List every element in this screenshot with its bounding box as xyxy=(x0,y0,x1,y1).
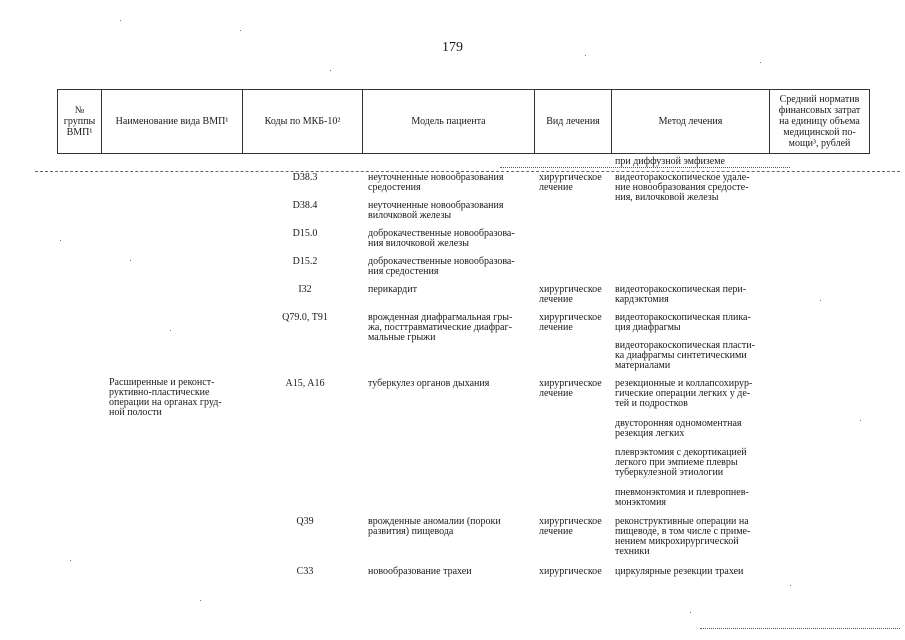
table-row-code: Q39 xyxy=(296,516,314,527)
header-avg-cost: Средний норматив финансовых затрат на единицу объема медицинской по- мощи³, рублей xyxy=(778,94,861,149)
table-row-code: D15.2 xyxy=(292,256,318,267)
header-treatment-type: Вид лечения xyxy=(546,116,600,127)
table-row-code: I32 xyxy=(298,284,312,295)
table-row-type: хирургическое xyxy=(539,566,602,577)
table-row-method: реконструктивные операции на пищеводе, в том числе с приме- нением микрохирургической техники xyxy=(615,516,751,557)
table-row-type: хирургическое лечение xyxy=(539,378,602,399)
page-number: 179 xyxy=(442,40,463,55)
table-row-method: циркулярные резекции трахеи xyxy=(615,566,744,577)
scan-speck xyxy=(120,20,121,21)
header-group-no: № группы ВМП¹ xyxy=(63,105,96,138)
scan-speck xyxy=(330,70,331,71)
table-row-code: A15, A16 xyxy=(285,378,325,389)
header-vmp-name: Наименование вида ВМП¹ xyxy=(115,116,229,127)
scan-speck xyxy=(70,560,71,561)
table-row-type: хирургическое лечение xyxy=(539,284,602,305)
table-row-method: двусторонняя одномоментная резекция легких xyxy=(615,418,742,439)
header-patient-model: Модель пациента xyxy=(411,116,486,127)
table-row-method: видеоторакоскопическая плика- ция диафрагмы xyxy=(615,312,751,333)
table-row-code: D15.0 xyxy=(292,228,318,239)
continuation-text: при диффузной эмфиземе xyxy=(615,156,725,167)
table-row-method: плеврэктомия с декортикацией легкого при эмпиеме плевры туберкулезной этиологии xyxy=(615,447,747,478)
table-row-model: доброкачественные новообразова- ния средостения xyxy=(368,256,515,277)
table-row-code: Q79.0, T91 xyxy=(282,312,328,323)
table-row-method: видеоторакоскопическая пласти- ка диафрагмы синтетическими материалами xyxy=(615,340,755,371)
table-row-code: D38.4 xyxy=(292,200,318,211)
scan-speck xyxy=(820,300,821,301)
table-row-model: перикардит xyxy=(368,284,417,295)
table-row-type: хирургическое лечение xyxy=(539,172,602,193)
scan-speck xyxy=(130,260,131,261)
header-treatment-method: Метод лечения xyxy=(658,116,723,127)
table-row-model: туберкулез органов дыхания xyxy=(368,378,490,389)
scan-speck xyxy=(170,330,171,331)
table-row-model: доброкачественные новообразова- ния вилочковой железы xyxy=(368,228,515,249)
scan-speck xyxy=(860,420,861,421)
table-row-model: врожденная диафрагмальная гры- жа, посттравматические диафраг- мальные грыжи xyxy=(368,312,513,343)
scan-speck xyxy=(200,600,201,601)
dashed-separator xyxy=(500,167,790,168)
scan-speck xyxy=(240,30,241,31)
table-row-method: резекционные и коллапсохирур- гические операции легких у де- тей и подростков xyxy=(615,378,753,409)
header-icd-codes: Коды по МКБ-10² xyxy=(264,116,341,127)
table-row-method: видеоторакоскопическая пери- кардэктомия xyxy=(615,284,747,305)
table-row-code: D38.3 xyxy=(292,172,318,183)
scan-speck xyxy=(60,240,61,241)
column-divider xyxy=(869,89,870,154)
table-row-method: видеоторакоскопическое удале- ние новообразования средосте- ния, вилочковой железы xyxy=(615,172,750,203)
scan-speck xyxy=(690,612,691,613)
scan-edge-line xyxy=(700,628,900,629)
table-row-model: новообразование трахеи xyxy=(368,566,472,577)
scan-speck xyxy=(790,585,791,586)
section-vmp-name: Расширенные и реконст- руктивно-пластические операции на органах груд- ной полости xyxy=(109,377,222,418)
table-row-model: врожденные аномалии (пороки развития) пищевода xyxy=(368,516,501,537)
table-row-model: неуточненные новообразования вилочковой железы xyxy=(368,200,504,221)
table-row-type: хирургическое лечение xyxy=(539,516,602,537)
scan-speck xyxy=(760,62,761,63)
scan-speck xyxy=(585,55,586,56)
header-bottom-border xyxy=(57,153,869,154)
table-row-code: C33 xyxy=(296,566,314,577)
table-row-type: хирургическое лечение xyxy=(539,312,602,333)
table-row-method: пневмонэктомия и плевропнев- монэктомия xyxy=(615,487,749,508)
table-row-model: неуточненные новообразования средостения xyxy=(368,172,504,193)
